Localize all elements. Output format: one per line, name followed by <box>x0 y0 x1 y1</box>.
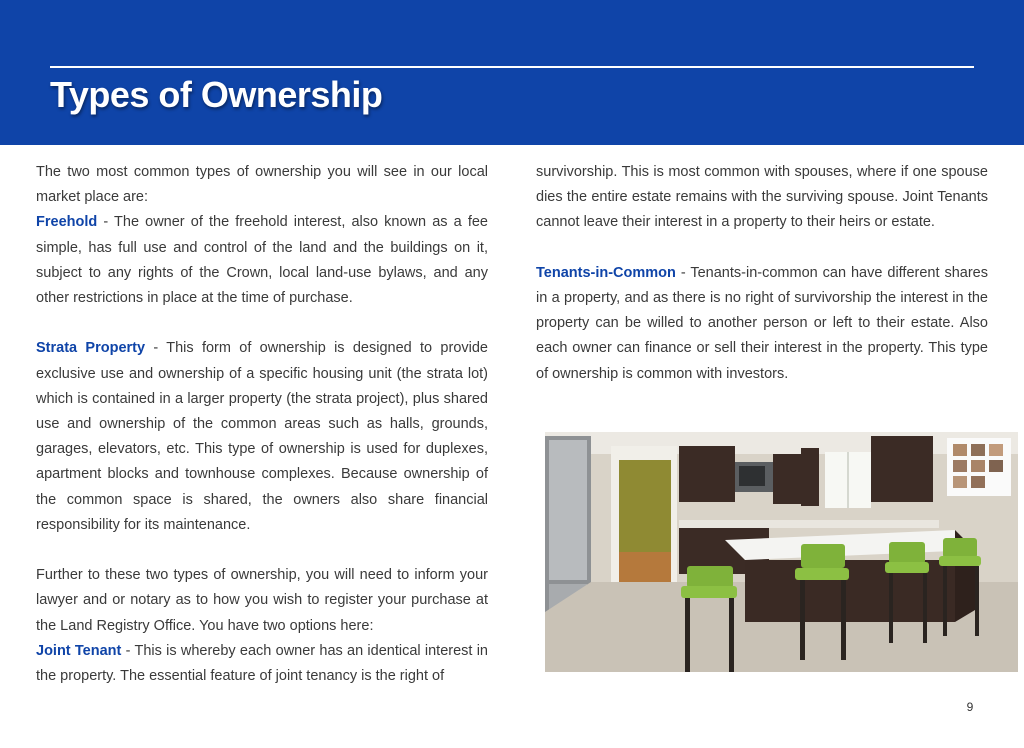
right-column <box>536 160 988 387</box>
strata-paragraph <box>36 336 488 538</box>
joint-tenant-term: Joint Tenant <box>36 642 122 659</box>
intro-paragraph <box>36 160 488 311</box>
freehold-description: - The owner of the freehold interest, also known as a fee simple, has full use and control of the land and the buildings on it, subject to any rights of the Crown, local land-use bylaws, and any other restrictions in place at the time of purchase. <box>36 214 488 307</box>
tenants-in-common-paragraph <box>536 261 988 387</box>
page-header <box>0 0 1024 145</box>
left-column <box>36 160 488 689</box>
further-paragraph <box>36 563 488 689</box>
freehold-term: Freehold <box>36 214 98 231</box>
strata-term: Strata Property <box>36 340 146 357</box>
strata-description: - This form of ownership is designed to provide exclusive use and ownership of a specific housing unit (the strata lot) which is contained in a larger property (the strata project), plus shared use and ownership of the common areas such as halls, grounds, garages, elevators, etc. This type of ownership is used for duplexes, apartment blocks and townhouse complexes. Because ownership of the common space is shared, the owners also share financial responsibility for its maintenance. <box>36 340 488 533</box>
tenants-in-common-term: Tenants-in-Common <box>536 264 676 281</box>
page-title: Types of Ownership <box>50 74 383 115</box>
kitchen-photo <box>545 432 1018 672</box>
tenants-in-common-description: - Tenants-in-common can have different shares in a property, and as there is no right of survivorship the interest in the property can be willed to another person or left to their estate. Also each owner can finance or sell their interest in the property. This type of ownership is common with investors. <box>536 264 988 382</box>
page-number: 9 <box>966 700 974 714</box>
further-text: Further to these two types of ownership, you will need to inform your lawyer and or notary as to how you wish to register your purchase at the Land Registry Office. You have two options here: <box>36 567 488 634</box>
intro-text: The two most common types of ownership you will see in our local market place are: <box>36 164 488 206</box>
header-divider <box>50 66 974 68</box>
joint-tenant-continued: survivorship. This is most common with spouses, where if one spouse dies the entire estate remains with the surviving spouse. Joint Tenants cannot leave their interest in a property to their heirs or estate. <box>536 164 988 231</box>
joint-tenant-description: - This is whereby each owner has an identical interest in the property. The essential feature of joint tenancy is the right of <box>36 642 488 685</box>
